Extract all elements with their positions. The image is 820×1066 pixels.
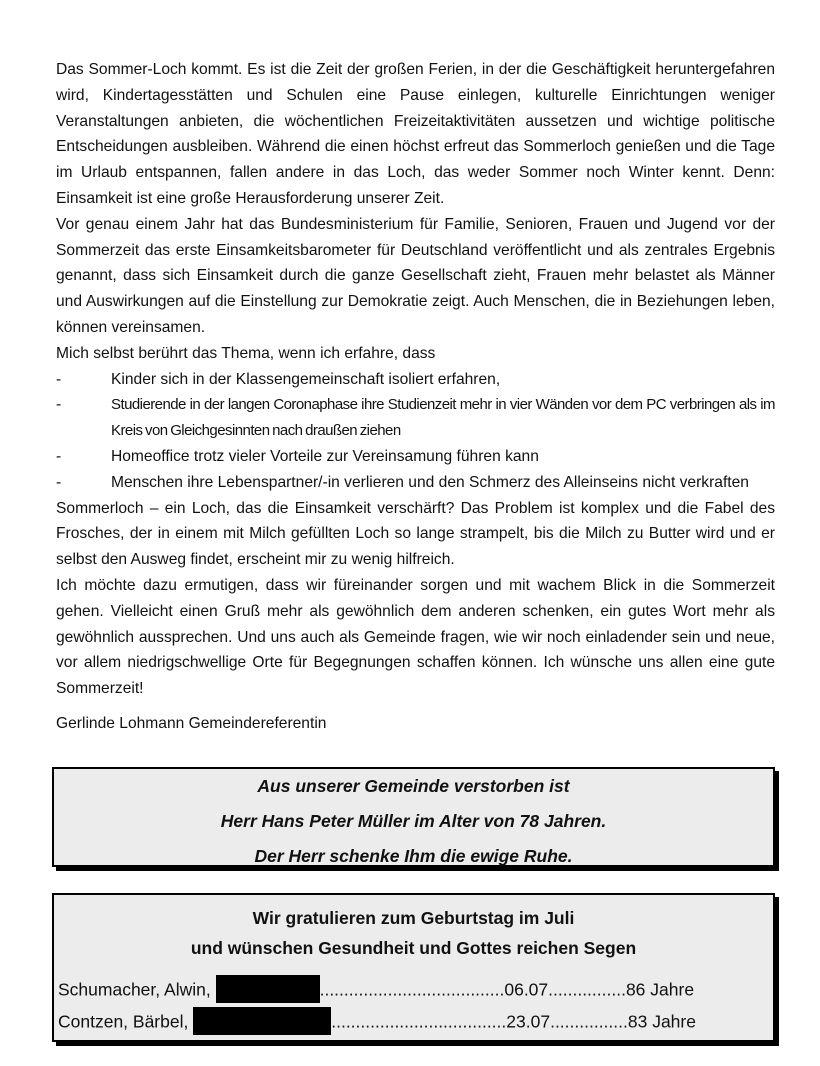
- bullet-list: [56, 367, 775, 496]
- dash-marker: -: [56, 396, 62, 414]
- dash-marker: -: [56, 370, 62, 388]
- birthday-date: 23.07.: [506, 1011, 555, 1032]
- dot-leader: ......................................: [319, 979, 505, 1000]
- list-item: [56, 470, 775, 496]
- redaction-bar: [193, 1007, 331, 1035]
- paragraph-sommerloch: Sommerloch – ein Loch, das die Einsamkeit verschärft? Das Problem ist komplex und die Fabel des Frosches, der in einem mit Milch gefüllten Loch so lange strampelt, bis die Milch zu Butter wird und er selbst den Ausweg findet, erscheint mir zu wenig hilfreich.: [56, 499, 775, 569]
- paragraph-personal: Mich selbst berührt das Thema, wenn ich erfahre, dass: [56, 344, 436, 362]
- dot-leader: ...............: [553, 979, 626, 1000]
- dash-marker: -: [56, 447, 62, 465]
- paragraph-intro: Das Sommer-Loch kommt. Es ist die Zeit der großen Ferien, in der die Geschäftigkeit heruntergefahren wird, Kindertagesstätten und Schulen eine Pause einlegen, kulturelle Einrichtungen weniger Veranstaltungen anbieten, die wöchentlichen Freizeitaktivitäten aussetzen und wichtige politische Entscheidungen ausbleiben. Während die einen höchst erfreut das Sommerloch genießen und die Tage im Urlaub entspannen, fallen andere in das Loch, das weder Sommer noch Winter kennt. Denn: Einsamkeit ist eine große Herausforderung unserer Zeit.: [56, 61, 775, 207]
- birthday-date: 06.07.: [504, 979, 554, 1000]
- list-item-text: Studierende in der langen Coronaphase ihre Studienzeit mehr in vier Wänden vor dem PC verbringen als im Kreis von Gleichgesinnten nach draußen ziehen: [111, 396, 775, 440]
- obituary-line-1: Aus unserer Gemeinde verstorben ist: [257, 776, 570, 796]
- signature: Gerlinde Lohmann Gemeindereferentin: [56, 714, 327, 732]
- dash-marker: -: [56, 473, 62, 491]
- birthday-heading-1: Wir gratulieren zum Geburtstag im Juli: [252, 908, 575, 928]
- birthday-heading-2: und wünschen Gesundheit und Gottes reichen Segen: [190, 938, 637, 958]
- birthday-name: Contzen, Bärbel,: [58, 1011, 189, 1032]
- list-item-text: Kinder sich in der Klassengemeinschaft isoliert erfahren,: [111, 370, 501, 388]
- birthday-age: 83 Jahre: [627, 1011, 696, 1032]
- list-item: [56, 444, 775, 470]
- obituary-box: [52, 767, 775, 867]
- obituary-line-2: Herr Hans Peter Müller im Alter von 78 Jahren.: [220, 811, 607, 831]
- obituary-line-3: Der Herr schenke Ihm die ewige Ruhe.: [254, 846, 573, 866]
- dot-leader: ...............: [554, 1011, 628, 1032]
- birthday-row: [58, 1005, 696, 1036]
- paragraph-encouragement: Ich möchte dazu ermutigen, dass wir füreinander sorgen und mit wachem Blick in die Sommerzeit gehen. Vielleicht einen Gruß mehr als gewöhnlich dem anderen schenken, ein gutes Wort mehr als gewöhnlich aussprechen. Und uns auch als Gemeinde fragen, wie wir noch einladender sein und neue, vor allem niedrigschwellige Orte für Begegnungen schaffen können. Ich wünsche uns allen eine gute Sommerzeit!: [56, 576, 775, 698]
- birthday-row: [58, 973, 694, 1004]
- birthday-box: [52, 893, 775, 1042]
- redaction-bar: [216, 975, 320, 1003]
- dot-leader: ....................................: [331, 1011, 507, 1032]
- article-body: [56, 57, 775, 737]
- birthday-name: Schumacher, Alwin,: [58, 979, 211, 1000]
- paragraph-barometer: Vor genau einem Jahr hat das Bundesministerium für Familie, Senioren, Frauen und Jugend vor der Sommerzeit das erste Einsamkeitsbarometer für Deutschland veröffentlicht und als zentrales Ergebnis genannt, dass sich Einsamkeit durch die ganze Gesellschaft zieht, Frauen mehr belastet als Männer und Auswirkungen auf die Einstellung zur Demokratie zeigt. Auch Menschen, die in Beziehungen leben, können vereinsamen.: [56, 215, 775, 336]
- birthday-age: 86 Jahre: [625, 979, 695, 1000]
- list-item: [56, 367, 775, 393]
- list-item-text: Menschen ihre Lebenspartner/-in verlieren und den Schmerz des Alleinseins nicht verkraften: [111, 473, 749, 491]
- list-item-text: Homeoffice trotz vieler Vorteile zur Vereinsamung führen kann: [111, 447, 539, 465]
- list-item: [56, 392, 775, 444]
